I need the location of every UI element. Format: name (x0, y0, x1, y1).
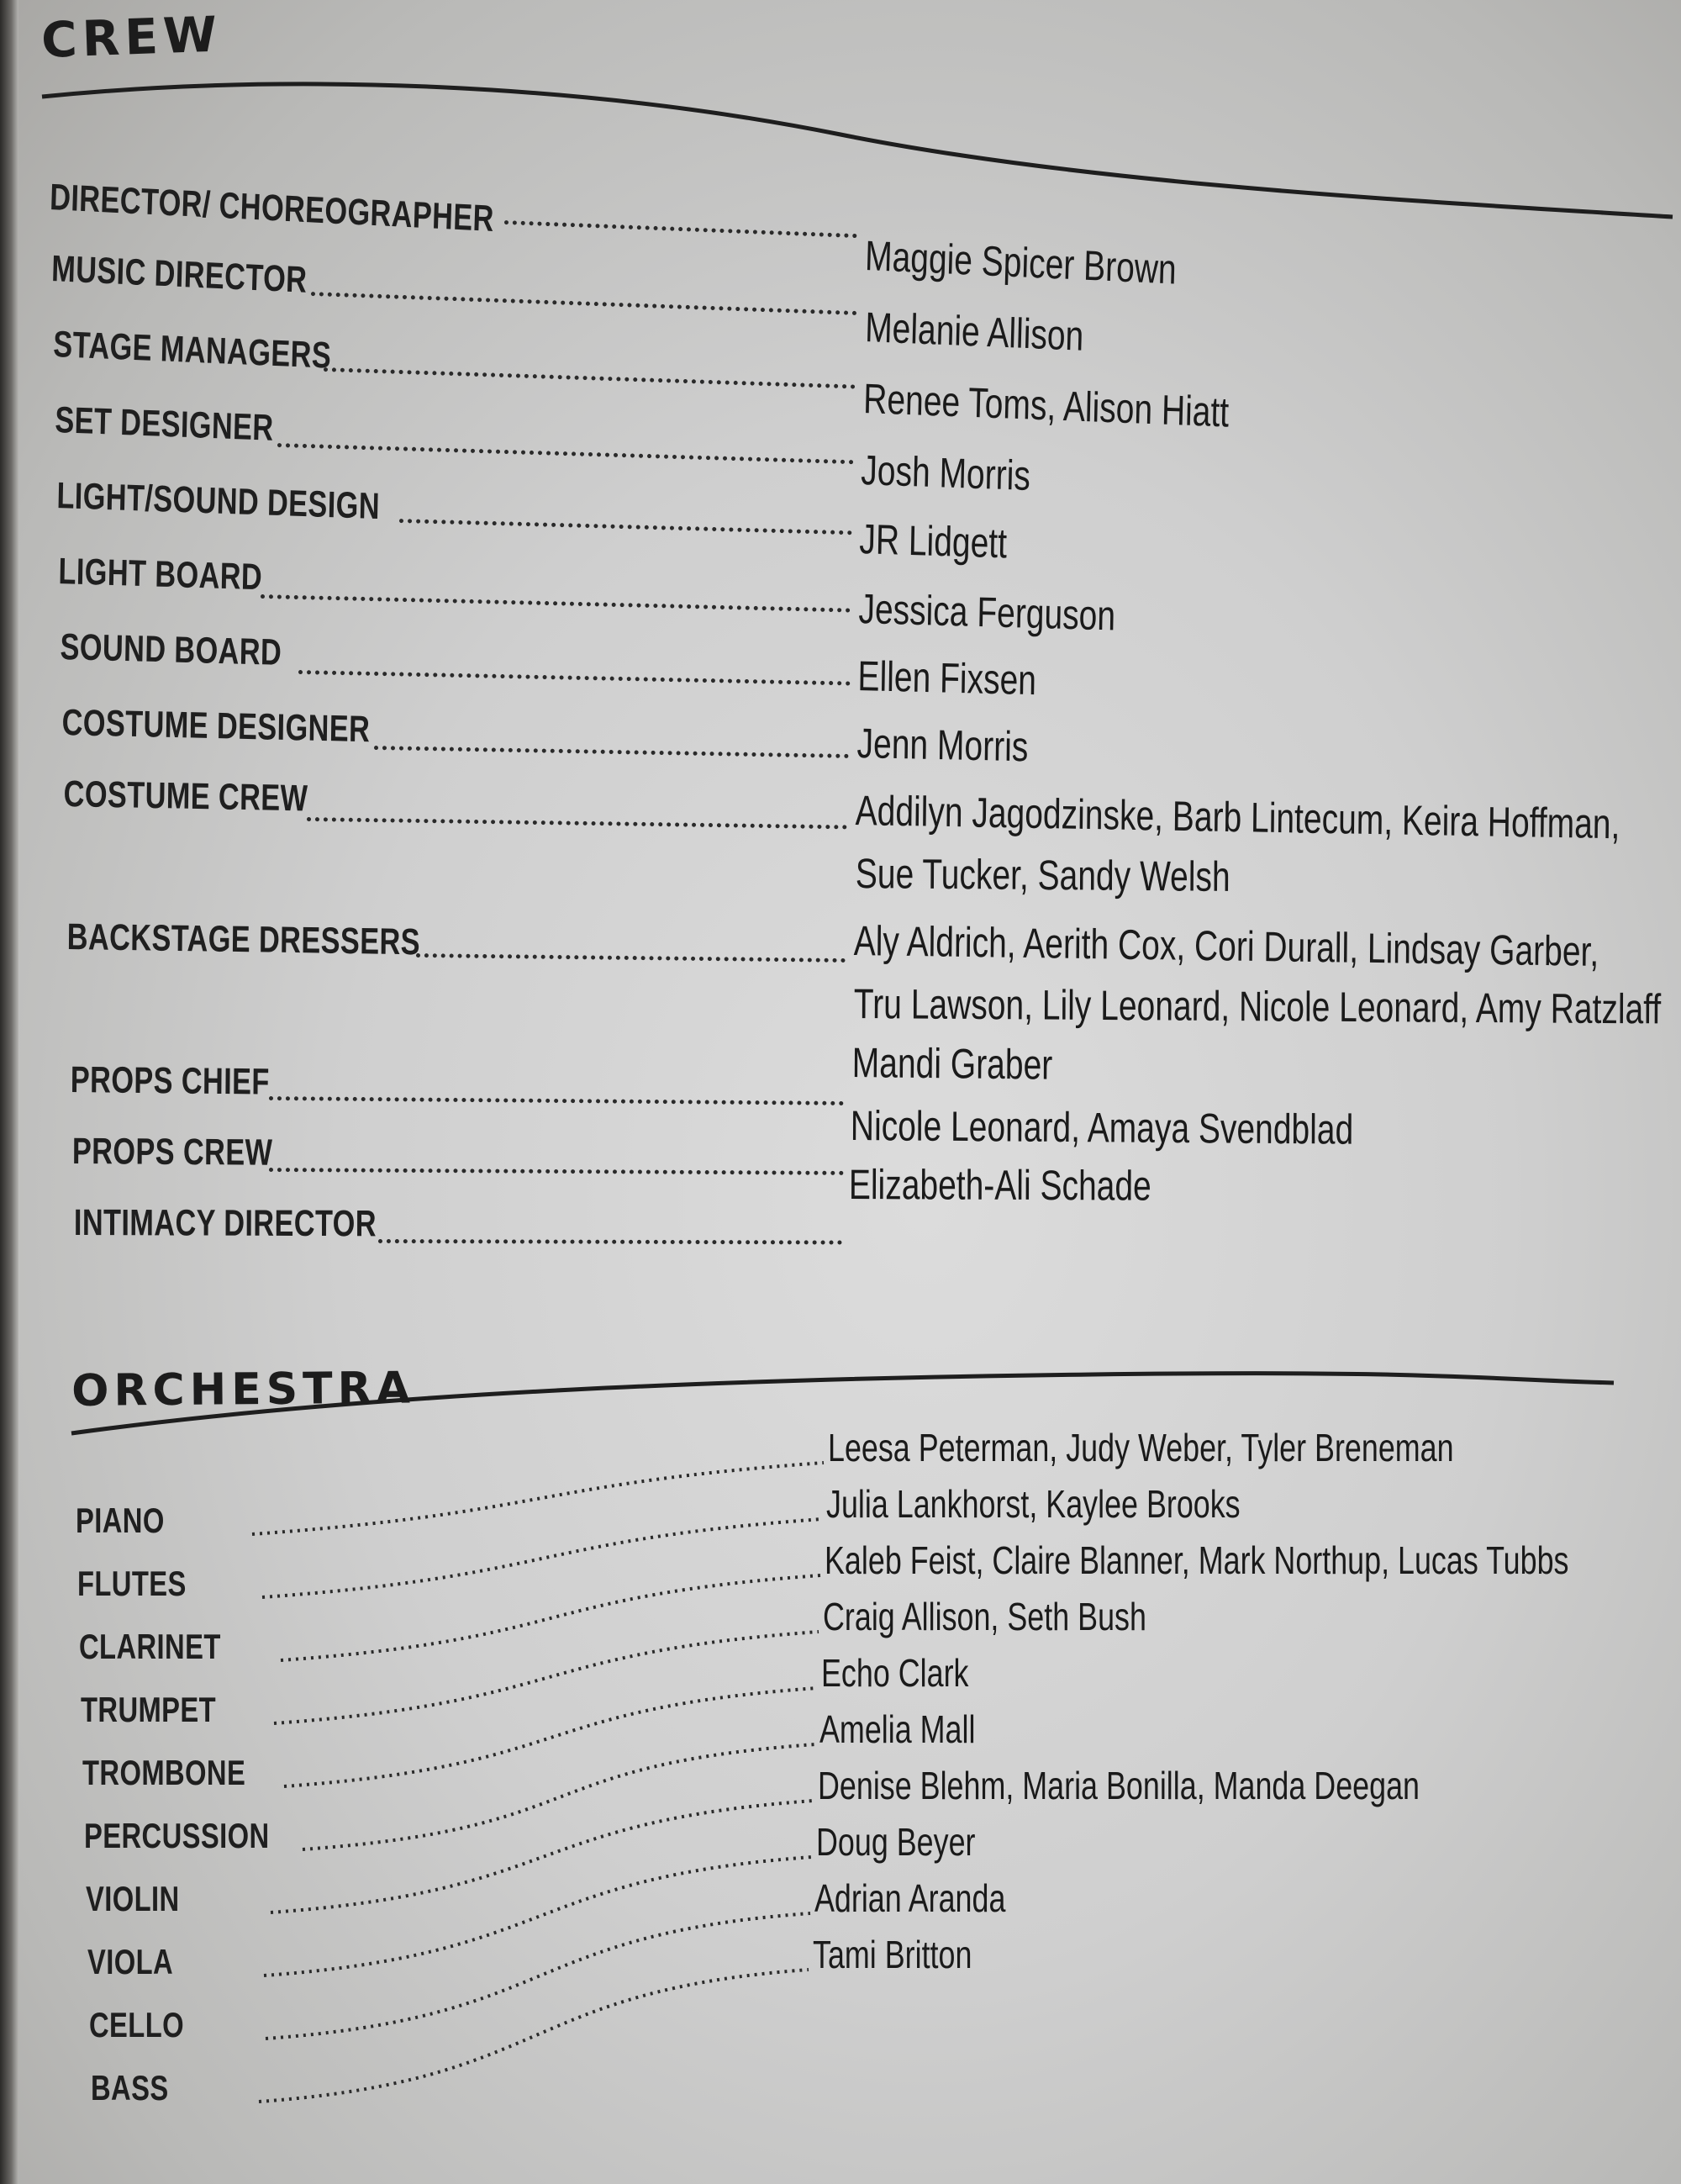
crew-role-label: INTIMACY DIRECTOR (73, 1202, 377, 1245)
curved-dot-leader (284, 1688, 817, 1786)
crew-member-names-continued: Tru Lawson, Lily Leonard, Nicole Leonard, Amy Ratzlaff (853, 980, 1662, 1033)
crew-role-label: LIGHT BOARD (58, 551, 263, 599)
crew-member-names: Renee Toms, Alison Hiatt (862, 374, 1230, 436)
orchestra-player-names: Julia Lankhorst, Kaylee Brooks (826, 1482, 1241, 1526)
orchestra-instrument-label: CLARINET (79, 1627, 221, 1666)
crew-role-label: SET DESIGNER (54, 399, 275, 449)
crew-member-names: Nicole Leonard, Amaya Svendblad (850, 1102, 1354, 1153)
curved-dot-leader (274, 1632, 819, 1723)
orchestra-instrument-label: TROMBONE (82, 1753, 246, 1792)
crew-role-label: DIRECTOR/ CHOREOGRAPHER (49, 177, 495, 240)
curved-dot-leader (259, 1970, 809, 2102)
crew-role-label: SOUND BOARD (60, 626, 282, 673)
crew-role-label: COSTUME CREW (63, 773, 308, 820)
crew-role-label: PROPS CHIEF (70, 1059, 270, 1103)
crew-member-names: Melanie Allison (864, 303, 1084, 360)
curved-dot-leader (264, 1857, 812, 1976)
crew-role-label: BACKSTAGE DRESSERS (66, 916, 421, 963)
crew-member-names: Jessica Ferguson (858, 584, 1116, 640)
curved-dot-leader (262, 1519, 822, 1597)
crew-role-label: COSTUME DESIGNER (61, 702, 371, 751)
curved-dot-leader (266, 1913, 810, 2039)
orchestra-leader-lines (252, 1463, 824, 2102)
orchestra-instrument-label: VIOLA (87, 1942, 174, 1981)
crew-member-names: Josh Morris (860, 446, 1031, 499)
orchestra-player-names: Echo Clark (821, 1651, 969, 1695)
crew-member-names: Aly Aldrich, Aerith Cox, Cori Durall, Lindsay Garber, (853, 916, 1599, 975)
crew-member-names: Addilyn Jagodzinske, Barb Lintecum, Keira Hoffman, (855, 786, 1620, 848)
orchestra-instrument-label: CELLO (89, 2005, 184, 2044)
orchestra-player-names: Denise Blehm, Maria Bonilla, Manda Deegan (818, 1764, 1420, 1807)
orchestra-instrument-label: TRUMPET (81, 1690, 217, 1729)
curved-dot-leader (303, 1744, 815, 1849)
crew-member-names: Jenn Morris (856, 719, 1029, 771)
orchestra-player-names: Kaleb Feist, Claire Blanner, Mark Northup, Lucas Tubbs (825, 1538, 1569, 1582)
crew-member-names: Mandi Graber (851, 1039, 1053, 1089)
orchestra-instrument-label: PIANO (76, 1501, 165, 1540)
orchestra-instrument-label: FLUTES (77, 1564, 187, 1603)
crew-member-names: JR Lidgett (858, 514, 1008, 567)
orchestra-player-names: Tami Britton (813, 1933, 972, 1976)
orchestra-instrument-label: VIOLIN (86, 1879, 180, 1918)
orchestra-player-names: Leesa Peterman, Judy Weber, Tyler Breneman (828, 1426, 1454, 1469)
curved-dot-leader (271, 1801, 814, 1912)
orchestra-heading: ORCHESTRA (71, 1363, 416, 1416)
crew-member-names: Ellen Fixsen (857, 652, 1037, 704)
crew-role-label: MUSIC DIRECTOR (50, 248, 308, 301)
curved-dot-leader (252, 1463, 824, 1534)
orchestra-player-names: Craig Allison, Seth Bush (823, 1595, 1146, 1638)
crew-member-names: Maggie Spicer Brown (864, 231, 1178, 293)
crew-member-names: Elizabeth-Ali Schade (848, 1161, 1151, 1210)
crew-role-label: LIGHT/SOUND DESIGN (55, 475, 381, 528)
orchestra-instrument-label: PERCUSSION (84, 1816, 270, 1855)
orchestra-player-names: Amelia Mall (819, 1707, 976, 1751)
crew-heading: CREW (40, 5, 224, 69)
crew-role-label: STAGE MANAGERS (52, 324, 332, 377)
orchestra-instrument-label: BASS (91, 2068, 169, 2108)
orchestra-player-names: Doug Beyer (816, 1820, 976, 1864)
crew-role-label: PROPS CREW (71, 1131, 273, 1174)
crew-member-names-continued: Sue Tucker, Sandy Welsh (855, 850, 1230, 900)
orchestra-player-names: Adrian Aranda (814, 1876, 1006, 1920)
